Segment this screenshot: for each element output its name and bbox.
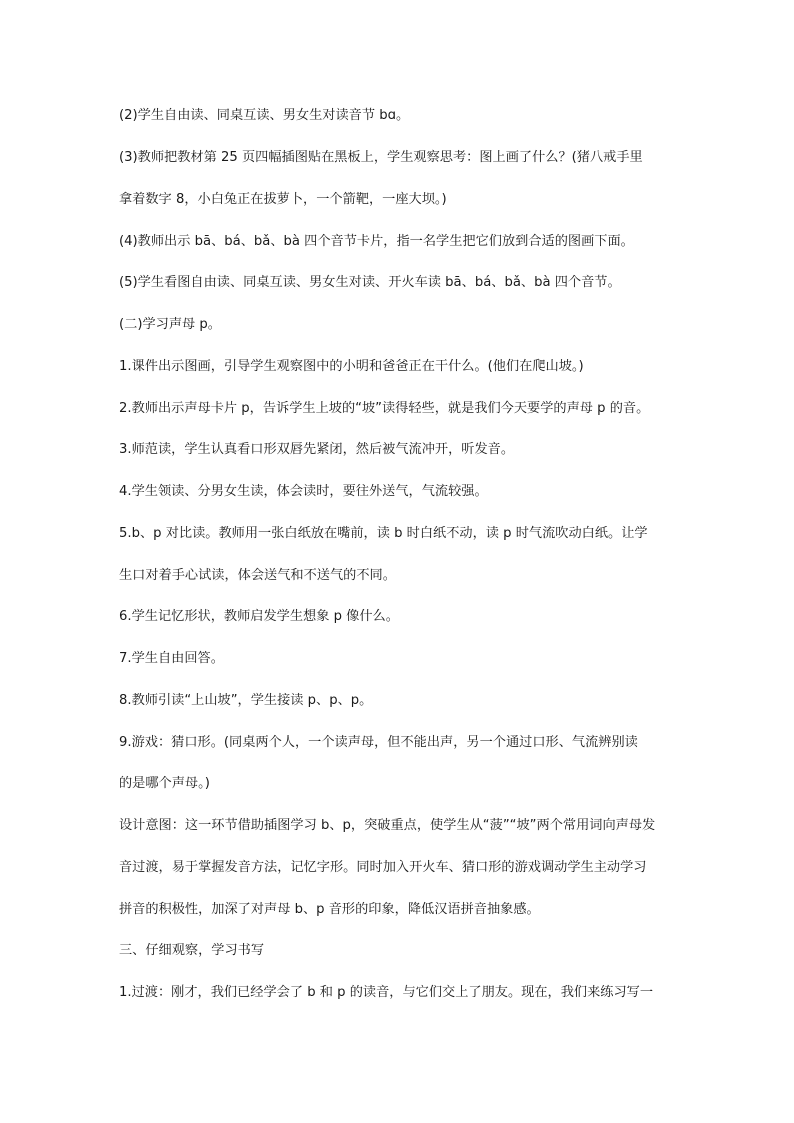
text-line-18: 设计意图：这一环节借助插图学习 b、p，突破重点，使学生从“菠”“坡”两个常用词向声母发 — [119, 818, 656, 833]
text-line-8: 2.教师出示声母卡片 p，告诉学生上坡的“坡”读得轻些，就是我们今天要学的声母 p 的音。 — [119, 401, 650, 416]
text-line-13: 6.学生记忆形状，教师启发学生想象 p 像什么。 — [119, 609, 399, 624]
text-line-9: 3.师范读，学生认真看口形双唇先紧闭，然后被气流冲开，听发音。 — [119, 442, 515, 457]
text-line-11: 5.b、p 对比读。教师用一张白纸放在嘴前，读 b 时白纸不动，读 p 时气流吹动白纸。让学 — [119, 526, 648, 541]
text-line-1: (2)学生自由读、同桌互读、男女生对读音节 bɑ。 — [119, 108, 410, 123]
text-line-10: 4.学生领读、分男女生读，体会读时，要往外送气，气流较强。 — [119, 484, 488, 499]
text-line-14: 7.学生自由回答。 — [119, 651, 224, 666]
text-line-22: 1.过渡：刚才，我们已经学会了 b 和 p 的读音，与它们交上了朋友。现在，我们来练习写一 — [119, 985, 654, 1000]
text-line-12: 生口对着手心试读，体会送气和不送气的不同。 — [119, 568, 396, 583]
text-line-21: 三、仔细观察，学习书写 — [119, 943, 265, 958]
text-line-5: (5)学生看图自由读、同桌互读、男女生对读、开火车读 bā、bá、bǎ、bà 四个音节。 — [119, 275, 621, 290]
text-line-15: 8.教师引读“上山坡”，学生接读 p、p、p。 — [119, 693, 373, 708]
text-line-17: 的是哪个声母。) — [119, 776, 210, 791]
text-line-3: 拿着数字 8，小白兔正在拔萝卜，一个箭靶，一座大坝。) — [119, 192, 447, 207]
text-line-16: 9.游戏：猜口形。(同桌两个人，一个读声母，但不能出声，另一个通过口形、气流辨别读 — [119, 735, 638, 750]
text-line-19: 音过渡，易于掌握发音方法，记忆字形。同时加入开火车、猜口形的游戏调动学生主动学习 — [119, 860, 647, 875]
text-line-4: (4)教师出示 bā、bá、bǎ、bà 四个音节卡片，指一名学生把它们放到合适的图画下面。 — [119, 234, 634, 249]
text-line-6: (二)学习声母 p。 — [119, 317, 221, 332]
text-line-20: 拼音的积极性，加深了对声母 b、p 音形的印象，降低汉语拼音抽象感。 — [119, 902, 540, 917]
text-line-7: 1.课件出示图画，引导学生观察图中的小明和爸爸正在干什么。(他们在爬山坡。) — [119, 359, 584, 374]
text-line-2: (3)教师把教材第 25 页四幅插图贴在黑板上，学生观察思考：图上画了什么？(猪八戒手里 — [119, 150, 643, 165]
